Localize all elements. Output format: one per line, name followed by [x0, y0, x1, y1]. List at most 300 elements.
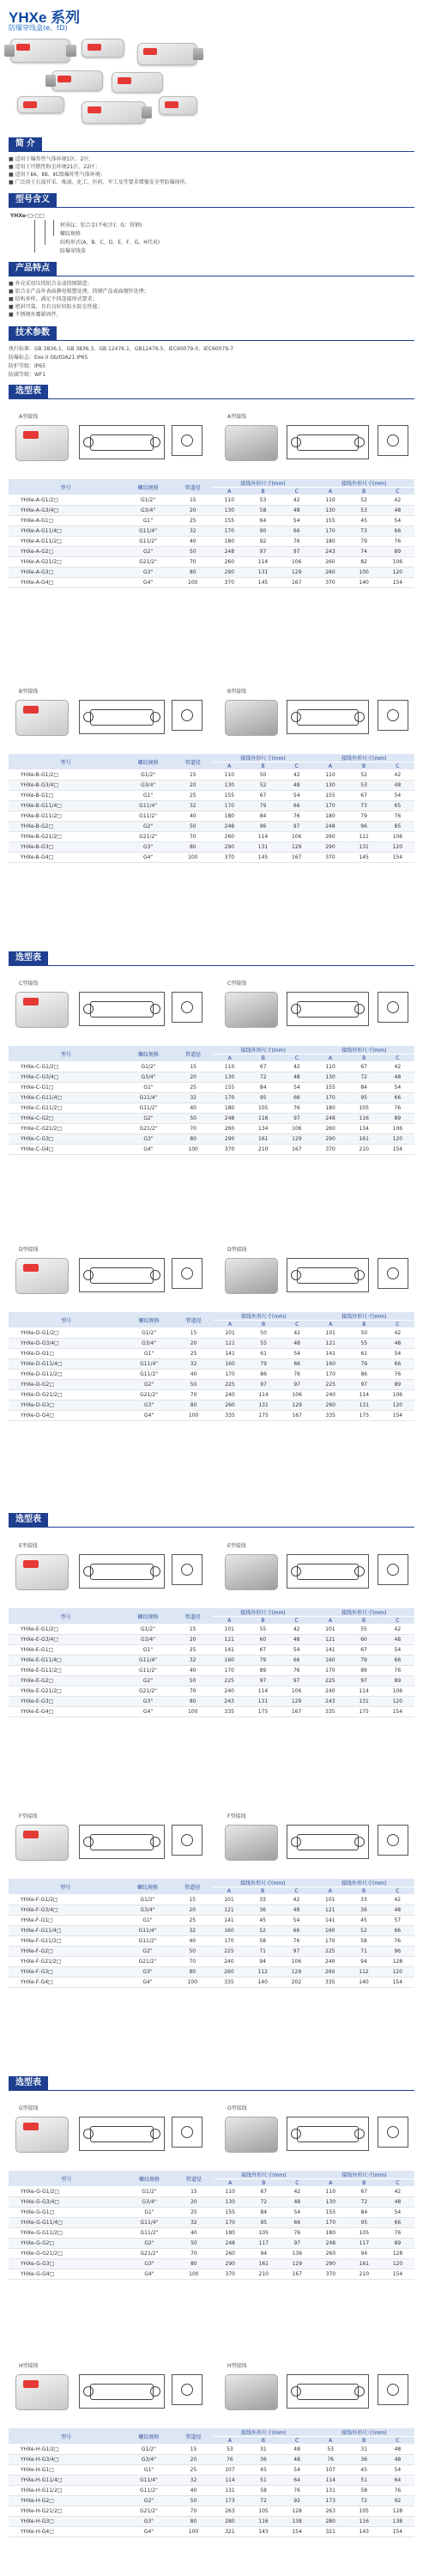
table-cell-B: 134 — [246, 1124, 280, 1134]
table-cell-model: YHXe-G-G1□ — [9, 2208, 124, 2218]
table-cell-A: 155 — [314, 2208, 347, 2218]
table-cell-B: 58 — [246, 2486, 280, 2496]
table-cell-C: 66 — [381, 1359, 414, 1370]
table-cell-pipe: 100 — [174, 2269, 214, 2280]
column-header: 螺纹规格 — [124, 2428, 173, 2445]
table-cell-pipe: 50 — [174, 1380, 214, 1390]
table-cell-B: 52 — [347, 770, 381, 781]
table-cell-B: 95 — [347, 2218, 381, 2228]
table-cell-A: 110 — [313, 495, 347, 506]
column-header: 接线外形尺寸(mm) — [314, 1046, 415, 1054]
table-cell-C: 167 — [280, 578, 313, 588]
model-code-bracket — [34, 220, 35, 252]
table-cell-thread: G3/4" — [123, 781, 172, 791]
table-cell-C: 54 — [280, 1645, 313, 1656]
table-cell-C: 106 — [281, 1390, 314, 1400]
table-cell-pipe: 100 — [172, 1978, 212, 1988]
table-cell-A: 155 — [314, 1083, 347, 1093]
diagram-label: E型接线 — [19, 1543, 38, 1549]
tech-item: 执行标准：GB 3836.1、GB 3836.3、GB 12476.1、GB12476.5、IEC60079-0、IEC60079-7 — [9, 346, 234, 352]
end-view-drawing — [172, 425, 202, 456]
table-cell-B: 131 — [247, 1400, 281, 1411]
product-image — [137, 43, 197, 65]
table-cell-C: 42 — [381, 1062, 414, 1072]
table-cell-A: 260 — [313, 557, 347, 568]
column-header: 接线外形尺寸(mm) — [313, 1879, 414, 1887]
table-cell-model: YHXe-C-G1/2□ — [9, 1062, 124, 1072]
column-header: 型号 — [9, 1608, 123, 1625]
table-cell-B: 97 — [246, 1676, 280, 1686]
diagram-label: F型接线 — [227, 1814, 246, 1820]
table-header-row — [9, 479, 414, 488]
end-view-drawing — [172, 700, 202, 731]
table-cell-C: 64 — [381, 2476, 414, 2486]
table-cell-B: 51 — [246, 2476, 280, 2486]
table-cell-model: YHXe-F-G11/4□ — [9, 1926, 123, 1936]
table-cell-B: 116 — [246, 1114, 280, 1124]
table-cell-thread: G2" — [124, 2239, 174, 2249]
table-cell-B: 96 — [347, 822, 381, 832]
table-row — [9, 811, 414, 822]
table-cell-thread: G4" — [124, 1145, 173, 1155]
column-header: 螺纹规格 — [124, 2171, 174, 2187]
table-cell-B: 55 — [247, 1339, 281, 1349]
table-cell-model: YHXe-B-G1/2□ — [9, 770, 123, 781]
table-cell-A: 141 — [314, 1349, 347, 1359]
table-cell-C: 167 — [281, 1411, 314, 1421]
table-cell-B: 45 — [347, 1916, 380, 1926]
table-cell-model: YHXe-E-G1□ — [9, 1645, 123, 1656]
technical-drawing — [79, 700, 165, 734]
page-subtitle: 防爆穿线盒(e、tD) — [9, 24, 68, 32]
table-cell-model: YHXe-H-G21/2□ — [9, 2506, 124, 2517]
table-cell-C: 66 — [280, 1656, 313, 1666]
table-cell-model: YHXe-H-G1/2□ — [9, 2445, 124, 2455]
table-cell-B: 95 — [247, 2218, 281, 2228]
table-cell-C: 48 — [281, 2445, 314, 2455]
end-view-drawing — [378, 425, 408, 456]
table-cell-C: 57 — [381, 1916, 414, 1926]
table-cell-C: 106 — [381, 557, 414, 568]
table-cell-B: 73 — [347, 526, 381, 537]
column-header: 接线外形尺寸(mm) — [213, 1046, 313, 1054]
table-cell-pipe: 50 — [174, 2239, 214, 2249]
table-cell-thread: G11/4" — [124, 2476, 173, 2486]
table-cell-C: 66 — [280, 1093, 313, 1103]
table-cell-pipe: 70 — [173, 832, 213, 842]
table-cell-B: 210 — [347, 1145, 381, 1155]
table-cell-B: 112 — [347, 1967, 380, 1978]
table-cell-C: 48 — [381, 1339, 414, 1349]
table-cell-C: 97 — [281, 2239, 314, 2249]
table-cell-model: YHXe-H-G11/4□ — [9, 2476, 124, 2486]
table-cell-C: 96 — [381, 1947, 414, 1957]
table-cell-A: 260 — [313, 1967, 347, 1978]
table-cell-A: 155 — [213, 791, 246, 801]
table-cell-pipe: 100 — [174, 2527, 214, 2537]
table-cell-pipe: 70 — [173, 557, 213, 568]
table-row — [9, 1400, 414, 1411]
table-cell-model: YHXe-D-G1□ — [9, 1349, 124, 1359]
table-row — [9, 1947, 414, 1957]
column-header: 管道径 — [174, 2171, 214, 2187]
table-cell-A: 225 — [313, 1676, 347, 1686]
table-cell-A: 160 — [214, 1359, 247, 1370]
table-cell-C: 42 — [381, 1328, 414, 1339]
table-cell-A: 260 — [313, 832, 347, 842]
table-cell-A: 248 — [213, 1114, 246, 1124]
spec-table — [9, 2171, 414, 2280]
technical-drawing — [287, 425, 369, 459]
product-image — [51, 70, 103, 91]
column-header: B — [347, 1054, 381, 1062]
column-header: B — [347, 762, 381, 770]
column-header: 型号 — [9, 1312, 124, 1328]
table-cell-pipe: 80 — [172, 1967, 212, 1978]
table-cell-A: 321 — [314, 2527, 347, 2537]
table-cell-C: 138 — [381, 2517, 414, 2527]
column-header: A — [313, 488, 347, 495]
table-cell-C: 106 — [381, 832, 414, 842]
table-cell-thread: G1/2" — [123, 770, 172, 781]
column-header: 接线外形尺寸(mm) — [213, 754, 314, 762]
product-image — [112, 72, 163, 93]
table-cell-pipe: 40 — [173, 1103, 213, 1114]
column-header: A — [314, 1054, 347, 1062]
table-cell-B: 58 — [246, 1936, 280, 1947]
table-cell-B: 94 — [247, 2249, 281, 2259]
table-cell-A: 160 — [313, 1656, 347, 1666]
intro-item: ■ 广泛用于石油开采、炼油、化工、医药、军工及等要求增强安全型防爆场所。 — [9, 179, 190, 185]
diagram-label: A型接线 — [19, 414, 39, 420]
table-cell-model: YHXe-F-G3□ — [9, 1967, 123, 1978]
table-cell-B: 134 — [347, 1124, 381, 1134]
table-cell-B: 140 — [347, 1978, 380, 1988]
column-header: C — [280, 762, 313, 770]
table-cell-model: YHXe-C-G3/4□ — [9, 1072, 124, 1083]
table-cell-B: 89 — [347, 1666, 380, 1676]
table-cell-C: 106 — [280, 1957, 313, 1967]
table-cell-A: 243 — [213, 1697, 246, 1707]
table-cell-C: 154 — [281, 2527, 314, 2537]
table-row — [9, 2465, 414, 2476]
table-row — [9, 1145, 414, 1155]
feature-item: ■ 结构多样，满足不同连接形式要求； — [9, 296, 98, 302]
column-header: C — [381, 1054, 414, 1062]
table-cell-B: 58 — [347, 2486, 381, 2496]
table-cell-C: 89 — [381, 1676, 414, 1686]
column-header: C — [281, 1321, 314, 1328]
diagram-label: F型接线 — [19, 1814, 38, 1820]
diagram-label: G型接线 — [19, 2105, 39, 2111]
technical-drawing — [287, 2117, 369, 2151]
table-header-row — [9, 1312, 414, 1321]
table-cell-model: YHXe-E-G3/4□ — [9, 1635, 123, 1645]
column-header: C — [280, 488, 313, 495]
table-cell-thread: G21/2" — [124, 1124, 173, 1134]
table-cell-B: 140 — [347, 578, 381, 588]
table-cell-thread: G3/4" — [123, 506, 172, 516]
table-cell-C: 42 — [280, 1895, 313, 1905]
table-cell-A: 260 — [214, 1400, 247, 1411]
table-cell-model: YHXe-B-G2□ — [9, 822, 123, 832]
table-cell-A: 101 — [212, 1895, 245, 1905]
table-cell-B: 105 — [347, 2506, 381, 2517]
table-cell-B: 114 — [347, 1686, 380, 1697]
table-cell-model: YHXe-H-G2□ — [9, 2496, 124, 2506]
table-cell-A: 101 — [313, 1895, 347, 1905]
table-cell-thread: G3" — [124, 1134, 173, 1145]
table-row — [9, 2517, 414, 2527]
table-cell-A: 155 — [213, 516, 246, 526]
column-header: 接线外形尺寸(mm) — [314, 2171, 414, 2179]
column-header: A — [313, 1617, 347, 1625]
table-row — [9, 791, 414, 801]
table-cell-B: 67 — [347, 1062, 381, 1072]
table-cell-B: 89 — [246, 1666, 280, 1676]
table-cell-A: 130 — [213, 781, 246, 791]
table-cell-C: 106 — [280, 832, 313, 842]
table-cell-C: 66 — [281, 2218, 314, 2228]
table-cell-B: 31 — [246, 2445, 280, 2455]
table-cell-A: 170 — [213, 1666, 246, 1676]
table-cell-B: 131 — [246, 1697, 280, 1707]
end-view-drawing — [378, 700, 408, 731]
column-header: 接线外形尺寸(mm) — [213, 479, 314, 488]
table-row — [9, 853, 414, 863]
table-cell-B: 52 — [246, 1926, 280, 1936]
table-cell-B: 161 — [347, 2259, 381, 2269]
table-cell-thread: G11/4" — [124, 1093, 173, 1103]
table-cell-pipe: 50 — [173, 822, 213, 832]
product-image — [82, 39, 124, 58]
table-cell-thread: G2" — [123, 822, 172, 832]
table-cell-A: 170 — [314, 2218, 347, 2228]
table-cell-C: 42 — [280, 1625, 313, 1635]
table-cell-A: 335 — [214, 1411, 247, 1421]
table-cell-B: 210 — [246, 1145, 280, 1155]
table-cell-C: 76 — [381, 1666, 414, 1676]
table-cell-thread: G11/2" — [124, 2228, 174, 2239]
end-view-drawing — [172, 1258, 202, 1289]
table-cell-C: 120 — [381, 1400, 414, 1411]
table-cell-pipe: 32 — [172, 1926, 212, 1936]
table-row — [9, 1697, 414, 1707]
table-cell-B: 94 — [347, 2249, 381, 2259]
table-row — [9, 1666, 414, 1676]
table-cell-B: 72 — [347, 1072, 381, 1083]
table-cell-pipe: 20 — [172, 1905, 212, 1916]
product-photo — [225, 2117, 278, 2153]
table-cell-C: 76 — [280, 811, 313, 822]
table-cell-C: 97 — [281, 1380, 314, 1390]
table-cell-C: 54 — [381, 1645, 414, 1656]
feature-item: ■ 铝合金产品外表面静电喷塑处理，铸钢产品表面镀锌处理； — [9, 289, 149, 295]
table-cell-model: YHXe-H-G1□ — [9, 2465, 124, 2476]
table-cell-thread: G3/4" — [123, 1905, 173, 1916]
table-cell-C: 54 — [281, 1349, 314, 1359]
feature-item: ■ 不锈钢外露紧固件。 — [9, 312, 62, 318]
table-cell-C: 120 — [381, 1134, 414, 1145]
table-cell-thread: G1" — [123, 1916, 173, 1926]
table-cell-thread: G11/4" — [124, 2218, 174, 2228]
table-cell-A: 170 — [313, 1666, 347, 1676]
table-row — [9, 2249, 414, 2259]
product-photo — [15, 1554, 69, 1590]
table-cell-A: 260 — [213, 1124, 246, 1134]
column-header: 管道径 — [173, 1608, 213, 1625]
table-cell-B: 36 — [347, 2455, 381, 2465]
table-cell-C: 76 — [381, 2228, 414, 2239]
table-cell-A: 225 — [214, 1380, 247, 1390]
table-cell-A: 321 — [213, 2527, 246, 2537]
table-cell-C: 42 — [280, 1062, 313, 1072]
table-row — [9, 1359, 414, 1370]
table-cell-thread: G3/4" — [124, 2455, 173, 2465]
table-cell-pipe: 25 — [172, 1916, 212, 1926]
table-cell-A: 114 — [314, 2476, 347, 2486]
table-cell-A: 240 — [313, 1957, 347, 1967]
table-cell-C: 106 — [280, 1686, 313, 1697]
table-cell-pipe: 70 — [174, 2249, 214, 2259]
table-cell-B: 72 — [246, 2496, 280, 2506]
table-cell-B: 97 — [347, 1380, 381, 1390]
table-cell-model: YHXe-F-G2□ — [9, 1947, 123, 1957]
table-cell-thread: G4" — [124, 1411, 173, 1421]
table-cell-pipe: 20 — [174, 2197, 214, 2208]
table-cell-A: 280 — [314, 2517, 347, 2527]
table-cell-C: 42 — [381, 1895, 414, 1905]
table-cell-B: 114 — [246, 1686, 280, 1697]
table-cell-A: 170 — [214, 1370, 247, 1380]
table-cell-C: 48 — [381, 2445, 414, 2455]
column-header: B — [347, 2437, 381, 2445]
column-header: 接线外形尺寸(mm) — [313, 1608, 414, 1617]
table-cell-pipe: 70 — [174, 1390, 214, 1400]
table-cell-B: 67 — [347, 791, 381, 801]
table-cell-thread: G3/4" — [124, 1072, 173, 1083]
diagram-label: C型接线 — [227, 981, 247, 987]
table-cell-A: 170 — [313, 801, 347, 811]
table-row — [9, 1072, 414, 1083]
table-cell-pipe: 32 — [173, 1656, 213, 1666]
section-divider — [9, 340, 414, 341]
technical-drawing — [79, 1554, 165, 1589]
table-cell-B: 161 — [247, 2259, 281, 2269]
table-cell-A: 160 — [212, 1926, 245, 1936]
table-cell-C: 48 — [280, 1905, 313, 1916]
table-cell-A: 130 — [214, 2197, 247, 2208]
table-cell-B: 84 — [247, 2208, 281, 2218]
table-cell-A: 260 — [314, 1124, 347, 1134]
page-title: YHXe 系列 — [9, 9, 81, 26]
table-cell-pipe: 25 — [173, 1083, 213, 1093]
table-cell-C: 167 — [280, 1145, 313, 1155]
table-cell-C: 89 — [381, 547, 414, 557]
table-cell-model: YHXe-A-G4□ — [9, 578, 123, 588]
table-cell-C: 120 — [381, 568, 414, 578]
table-cell-model: YHXe-D-G3/4□ — [9, 1339, 124, 1349]
column-header: 管道径 — [173, 479, 213, 495]
table-cell-A: 248 — [214, 2239, 247, 2249]
diagram-label: B型接线 — [227, 689, 247, 695]
table-cell-A: 370 — [314, 1145, 347, 1155]
table-cell-thread: G1" — [123, 1645, 172, 1656]
technical-drawing — [287, 1258, 369, 1292]
table-cell-model: YHXe-C-G21/2□ — [9, 1124, 124, 1134]
end-view-drawing — [378, 1825, 408, 1856]
table-row — [9, 1093, 414, 1103]
table-cell-pipe: 25 — [174, 2208, 214, 2218]
table-cell-A: 121 — [314, 1339, 347, 1349]
table-cell-A: 180 — [313, 811, 347, 822]
table-cell-A: 240 — [314, 1390, 347, 1400]
table-cell-thread: G11/2" — [123, 811, 172, 822]
product-image — [17, 96, 64, 113]
table-cell-pipe: 80 — [173, 1134, 213, 1145]
table-cell-B: 50 — [246, 770, 280, 781]
table-cell-thread: G1" — [123, 516, 172, 526]
table-cell-B: 45 — [347, 516, 381, 526]
table-cell-A: 160 — [213, 1656, 246, 1666]
table-cell-A: 370 — [213, 578, 246, 588]
table-cell-B: 72 — [247, 2197, 281, 2208]
table-cell-A: 107 — [213, 2465, 246, 2476]
table-cell-model: YHXe-A-G21/2□ — [9, 557, 123, 568]
table-cell-C: 106 — [381, 1390, 414, 1400]
table-row — [9, 495, 414, 506]
table-cell-A: 370 — [313, 578, 347, 588]
technical-drawing — [287, 1554, 369, 1589]
table-cell-B: 50 — [247, 1328, 281, 1339]
table-cell-pipe: 40 — [173, 1666, 213, 1676]
column-header: 螺纹规格 — [123, 479, 172, 495]
table-cell-model: YHXe-F-G1□ — [9, 1916, 123, 1926]
end-view-drawing — [172, 1554, 202, 1585]
column-header: A — [313, 762, 347, 770]
intro-item: ■ 适用于爆炸性气体环境1区、2区； — [9, 156, 94, 162]
column-header: C — [381, 1321, 414, 1328]
column-header: 型号 — [9, 1879, 123, 1895]
table-cell-B: 105 — [347, 1103, 381, 1114]
table-cell-A: 170 — [213, 801, 246, 811]
table-cell-thread: G1" — [124, 1349, 173, 1359]
table-cell-thread: G1/2" — [123, 1895, 173, 1905]
table-cell-B: 79 — [347, 1359, 381, 1370]
table-cell-A: 180 — [213, 811, 246, 822]
table-cell-model: YHXe-D-G4□ — [9, 1411, 124, 1421]
diagram-label: H型接线 — [227, 2363, 247, 2369]
table-cell-C: 42 — [281, 2187, 314, 2197]
diagram-label: E型接线 — [227, 1543, 246, 1549]
product-photo — [15, 1258, 69, 1294]
table-cell-B: 114 — [347, 1390, 381, 1400]
table-row — [9, 1328, 414, 1339]
table-cell-C: 120 — [381, 842, 414, 853]
table-cell-C: 48 — [281, 2455, 314, 2465]
table-row — [9, 568, 414, 578]
table-cell-A: 180 — [314, 1103, 347, 1114]
table-row — [9, 832, 414, 842]
table-cell-A: 243 — [313, 1697, 347, 1707]
table-cell-A: 225 — [212, 1947, 245, 1957]
table-cell-A: 110 — [214, 2187, 247, 2197]
table-cell-C: 48 — [381, 781, 414, 791]
column-header: C — [281, 2437, 314, 2445]
table-cell-thread: G11/4" — [123, 1926, 173, 1936]
table-cell-C: 97 — [280, 1114, 313, 1124]
table-cell-B: 90 — [246, 526, 280, 537]
